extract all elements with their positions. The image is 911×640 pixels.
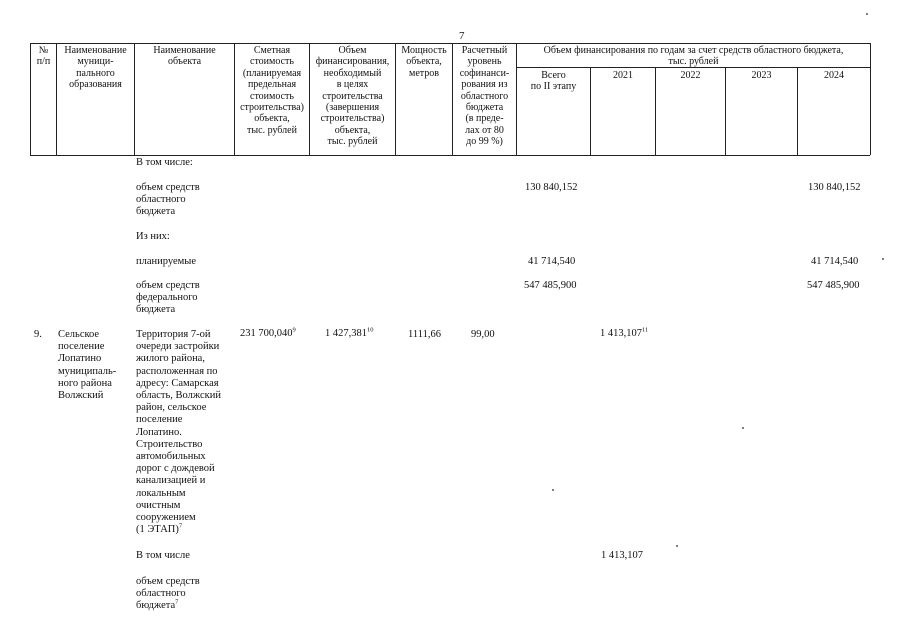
- header-year-2023: 2023: [751, 70, 772, 81]
- financing-volume: 1 427,381$^{10}$: [325, 326, 374, 339]
- of-which-label: Из них:: [136, 231, 170, 242]
- funding-2021-footnote-mark: 11: [642, 326, 649, 334]
- federal-budget-label: объем средств федерального бюджета: [136, 280, 200, 316]
- estimated-cost-footnote-mark: 9: [292, 326, 296, 334]
- header-estimated-cost: Сметная стоимость (планируемая предельная стоимость строительства) объекта, тыс. рублей: [240, 45, 304, 136]
- header-object: Наименование объекта: [153, 45, 216, 68]
- row9-regional-budget-label: [136, 576, 200, 613]
- scan-speck: [676, 545, 678, 547]
- row-number: 9.: [34, 329, 42, 340]
- financing-volume-footnote-mark: 10: [367, 326, 374, 334]
- header-year-2021: 2021: [613, 70, 633, 81]
- header-year-2022: 2022: [680, 70, 701, 81]
- header-year-2024: 2024: [824, 70, 844, 81]
- object-description: Территория 7-ой очереди застройки жилого района, расположенная по адресу: Самарская область, Волжский район, сельское поселение Лопатино. Строительство автомобильных дорог с дождевой канализацией и локальным очистным сооружением (1 ЭТАП): [136, 329, 221, 536]
- planned-label: планируемые: [136, 256, 197, 267]
- including-label: В том числе:: [136, 157, 193, 168]
- row9-regional-footnote-mark: 7: [175, 598, 179, 606]
- funding-2021: 1 413,107$^{11}$: [600, 326, 649, 339]
- federal-budget-total: 547 485,900: [524, 280, 577, 291]
- header-total: Всего по II этапу: [530, 70, 577, 93]
- federal-budget-2024: 547 485,900: [807, 280, 860, 291]
- municipality-name: Сельское поселение Лопатино муниципаль- ного района Волжский: [58, 329, 117, 402]
- row9-including-2021: 1 413,107: [601, 550, 643, 561]
- object-footnote-mark: 7: [178, 522, 183, 530]
- header-cofinancing: Расчетный уровень софинанси- рования из областного бюджета (в преде- лах от 80 до 99 %): [459, 45, 510, 148]
- regional-budget-label: объем средств областного бюджета: [136, 182, 200, 218]
- header-num: № п/п: [36, 45, 51, 68]
- scan-speck: [866, 13, 868, 15]
- scan-speck: [552, 489, 554, 491]
- header-financing-volume: Объем финансирования, необходимый в целях строительства (завершения строительства) объекта, тыс. рублей: [315, 45, 390, 148]
- header-municipality: Наименование муници- пального образования: [64, 45, 127, 91]
- regional-budget-2024: 130 840,152: [808, 182, 861, 193]
- row9-regional-budget-text: объем средств областного бюджета: [136, 576, 200, 612]
- scan-speck: [882, 258, 884, 260]
- header-capacity: Мощность объекта, метров: [401, 45, 447, 79]
- object-capacity: 1111,66: [408, 329, 441, 340]
- header-budget-group: Объем финансирования по годам за счет средств областного бюджета, тыс. рублей: [543, 45, 844, 68]
- cofinancing-level: 99,00: [471, 329, 495, 340]
- regional-budget-total: 130 840,152: [525, 182, 578, 193]
- page-number: 7: [459, 30, 465, 42]
- planned-2024: 41 714,540: [811, 256, 859, 267]
- estimated-cost: 231 700,040$^9$: [240, 326, 296, 339]
- scan-speck: [742, 427, 744, 429]
- object-name: [136, 329, 221, 536]
- planned-total: 41 714,540: [528, 256, 576, 267]
- row9-including-label: В том числе: [136, 550, 190, 561]
